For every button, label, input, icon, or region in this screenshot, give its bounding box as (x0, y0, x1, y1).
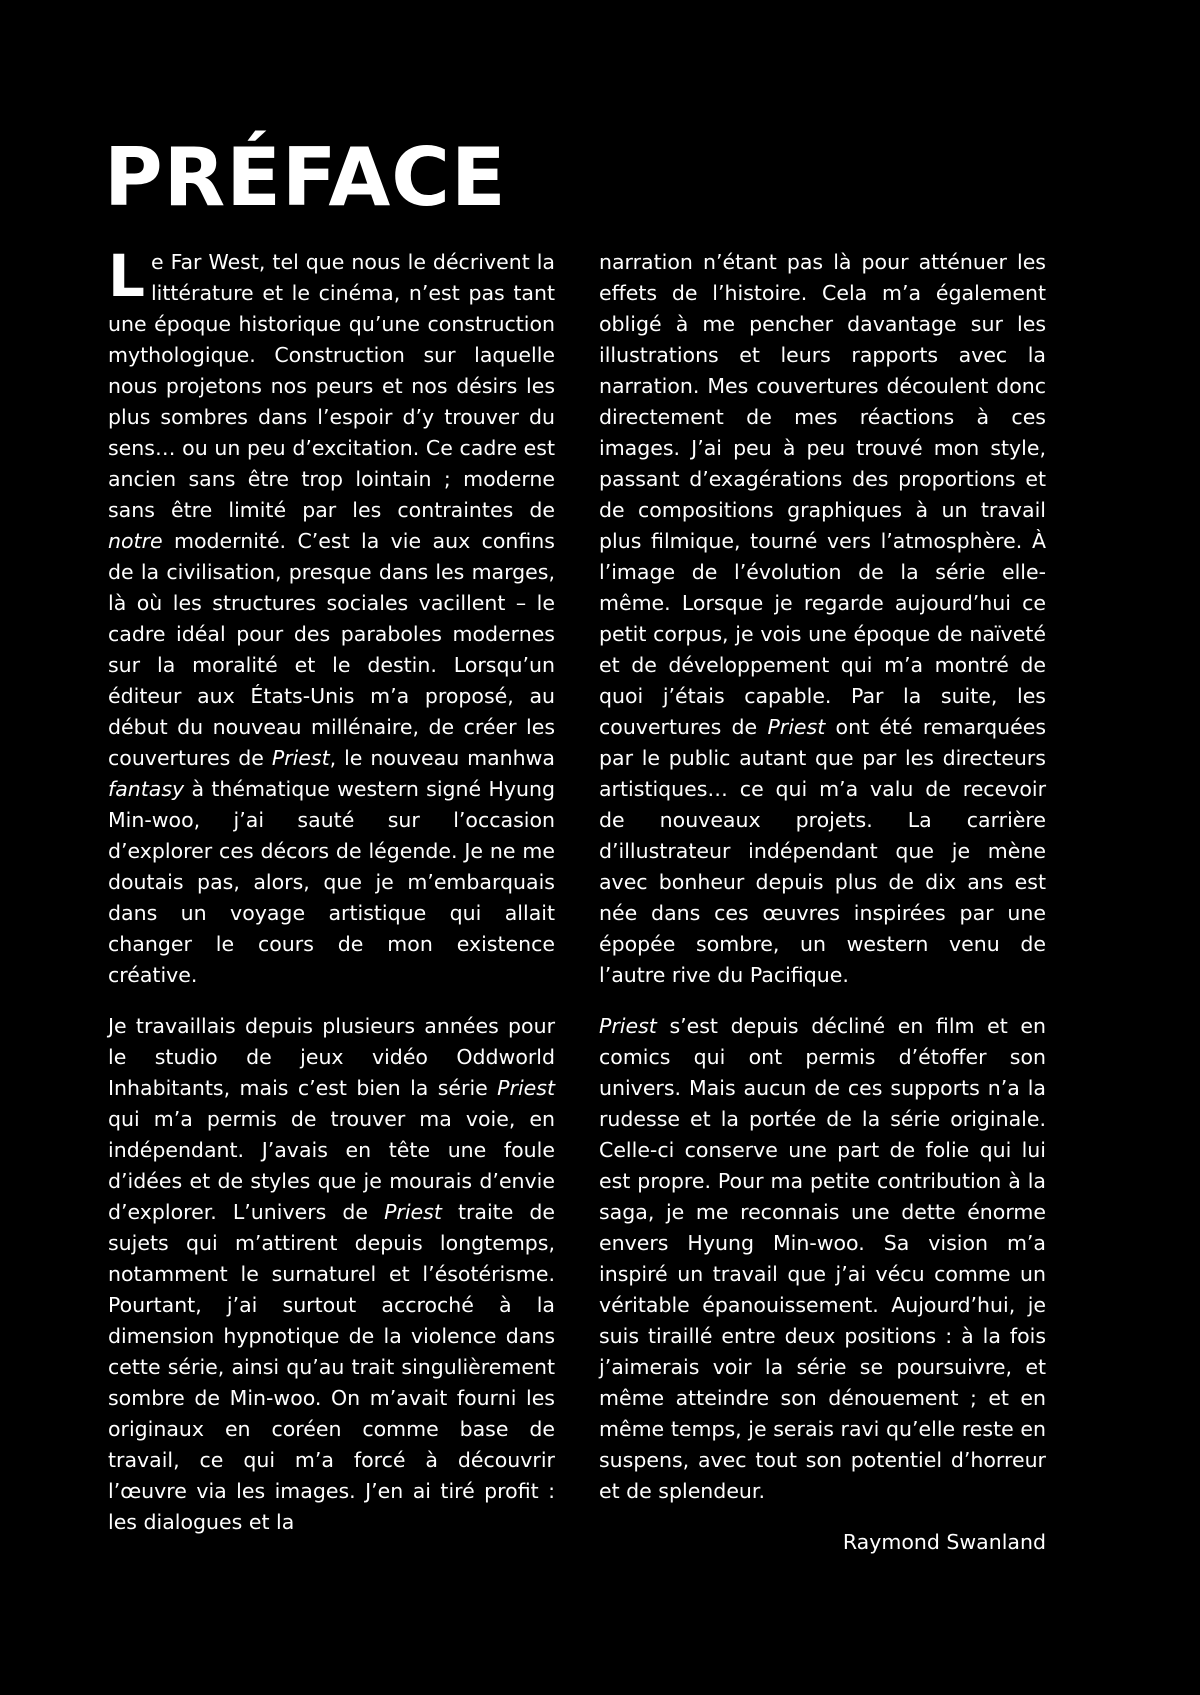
emphasis-priest: Priest (271, 746, 330, 770)
right-column (599, 247, 1046, 1578)
emphasis-priest: Priest (384, 1200, 442, 1224)
text-run: modernité. C’est la vie aux confins de la civilisation, presque dans les marges, là où les structures sociales vacillent – le cadre idéal pour des paraboles modernes sur la moralité et le destin. Lorsqu’un éditeur aux États-Unis m’a proposé, au début du nouveau millénaire, de créer les couvertures de (108, 529, 555, 770)
emphasis-notre: notre (108, 529, 163, 553)
text-run: Je travaillais depuis plusieurs années pour le studio de jeux vidéo Oddworld Inhabitants, mais c’est bien la série (108, 1014, 555, 1100)
paragraph-oddworld (108, 1011, 555, 1538)
text-run: e Far West, tel que nous le décrivent la littérature et le cinéma, n’est pas tant une époque historique qu’une construction mythologique. Construction sur laquelle nous projetons nos peurs et nos désirs les plus sombres dans l’espoir d’y trouver du sens… ou un peu d’excitation. Ce cadre est ancien sans être trop lointain ; moderne sans être limité par les contraintes de (108, 250, 555, 522)
paragraph-narration (599, 247, 1046, 991)
emphasis-priest: Priest (497, 1076, 555, 1100)
text-run: à thématique western signé Hyung Min-woo, j’ai sauté sur l’occasion d’explorer ces décors de légende. Je ne me doutais pas, alors, que je m’embarquais dans un voyage artistique qui allait changer le cours de mon existence créative. (108, 777, 555, 987)
paragraph-legacy (599, 1011, 1046, 1507)
author-signature: Raymond Swanland (842, 1530, 1046, 1554)
dropcap: L (108, 242, 145, 310)
text-run: ont été remarquées par le public autant que par les directeurs artistiques… ce qui m’a valu de recevoir de nouveaux projets. La carrière d’illustrateur indépendant que je mène avec bonheur depuis plus de dix ans est née dans ces œuvres inspirées par une épopée sombre, un western venu de l’autre rive du Pacifique. (599, 715, 1046, 987)
text-run: , le nouveau manhwa (329, 746, 555, 770)
page-title: PRÉFACE (104, 131, 507, 224)
emphasis-priest: Priest (599, 1014, 657, 1038)
text-run: qui m’a permis de trouver ma voie, en indépendant. J’avais en tête une foule d’idées et de styles que je mourais d’envie d’explorer. L’univers de (108, 1107, 555, 1224)
text-run: narration n’étant pas là pour atténuer les effets de l’histoire. Cela m’a également obligé à me pencher davantage sur les illustrations et leurs rapports avec la narration. Mes couvertures découlent donc directement de mes réactions à ces images. J’ai peu à peu trouvé mon style, passant d’exagérations des proportions et de compositions graphiques à un travail plus filmique, tourné vers l’atmosphère. À l’image de l’évolution de la série elle-même. Lorsque je regarde aujourd’hui ce petit corpus, je vois une époque de naïveté et de développement qui m’a montré de quoi j’étais capable. Par la suite, les couvertures de (599, 250, 1046, 739)
emphasis-fantasy: fantasy (108, 777, 185, 801)
left-column (108, 242, 555, 1558)
emphasis-priest: Priest (767, 715, 826, 739)
paragraph-intro (108, 242, 555, 991)
text-run: s’est depuis décliné en film et en comics qui ont permis d’étoffer son univers. Mais aucun de ces supports n’a la rudesse et la portée de la série originale. Celle-ci conserve une part de folie qui lui est propre. Pour ma petite contribution à la saga, je me reconnais une dette énorme envers Hyung Min-woo. Sa vision m’a inspiré un travail que j’ai vécu comme un véritable épanouissement. Aujourd’hui, je suis tiraillé entre deux positions : à la fois j’aimerais voir la série se poursuivre, et même atteindre son dénouement ; et en même temps, je serais ravi qu’elle reste en suspens, avec tout son potentiel d’horreur et de splendeur. (599, 1014, 1046, 1503)
text-run: traite de sujets qui m’attirent depuis longtemps, notamment le surnaturel et l’ésotérisme. Pourtant, j’ai surtout accroché à la dimension hypnotique de la violence dans cette série, ainsi qu’au trait singulièrement sombre de Min-woo. On m’avait fourni les originaux en coréen comme base de travail, ce qui m’a forcé à découvrir l’œuvre via les images. J’en ai tiré profit : les dialogues et la (108, 1200, 555, 1534)
